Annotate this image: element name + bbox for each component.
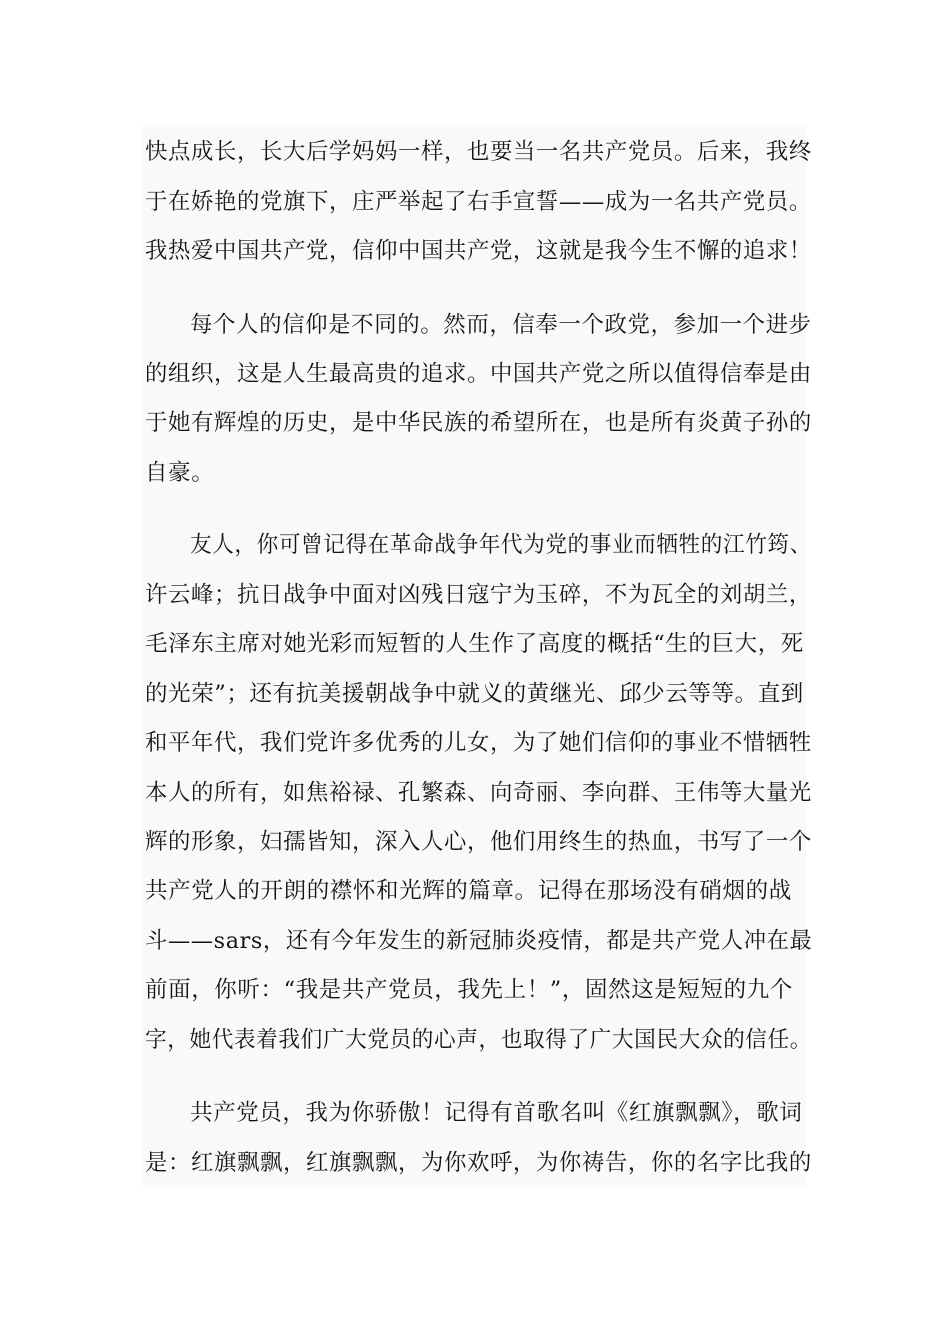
paragraph-line: 毛泽东主席对她光彩而短暂的人生作了高度的概括“生的巨大，死 bbox=[145, 631, 804, 657]
paragraph-line: 共产党人的开朗的襟怀和光辉的篇章。记得在那场没有硝烟的战 bbox=[145, 878, 792, 904]
paragraph-line: 自豪。 bbox=[145, 460, 215, 486]
paragraph-line: 于在娇艳的党旗下，庄严举起了右手宣誓——成为一名共产党员。 bbox=[145, 189, 812, 215]
paragraph-line: 和平年代，我们党许多优秀的儿女，为了她们信仰的事业不惜牺牲 bbox=[145, 730, 812, 756]
paragraph-line: 许云峰；抗日战争中面对凶残日寇宁为玉碎，不为瓦全的刘胡兰， bbox=[145, 582, 812, 608]
paragraph-line: 是：红旗飘飘，红旗飘飘，为你欢呼，为你祷告，你的名字比我的 bbox=[145, 1150, 812, 1176]
paragraph-line: 的组织，这是人生最高贵的追求。中国共产党之所以值得信奉是由 bbox=[145, 361, 812, 387]
paragraph-line: 本人的所有，如焦裕禄、孔繁森、向奇丽、李向群、王伟等大量光 bbox=[145, 780, 812, 806]
paragraph-line: 每个人的信仰是不同的。然而，信奉一个政党，参加一个进步 bbox=[190, 312, 812, 338]
paragraph-line: 共产党员，我为你骄傲！记得有首歌名叫《红旗飘飘》，歌词 bbox=[190, 1100, 803, 1126]
paragraph-line: 斗——sars，还有今年发生的新冠肺炎疫情，都是共产党人冲在最 bbox=[145, 928, 813, 954]
paragraph-line: 于她有辉煌的历史，是中华民族的希望所在，也是所有炎黄子孙的 bbox=[145, 410, 812, 436]
paragraph-line: 的光荣”；还有抗美援朝战争中就义的黄继光、邱少云等等。直到 bbox=[145, 681, 804, 707]
paragraph-line: 字，她代表着我们广大党员的心声，也取得了广大国民大众的信任。 bbox=[145, 1027, 813, 1053]
paragraph-line: 快点成长，长大后学妈妈一样，也要当一名共产党员。后来，我终 bbox=[145, 139, 812, 165]
paragraph-line: 我热爱中国共产党，信仰中国共产党，这就是我今生不懈的追求！ bbox=[145, 238, 812, 264]
paragraph-line: 友人，你可曾记得在革命战争年代为党的事业而牺牲的江竹筠、 bbox=[190, 532, 812, 558]
paragraph-line: 前面，你听：“我是共产党员，我先上！”，固然这是短短的九个 bbox=[145, 977, 793, 1003]
paragraph-line: 辉的形象，妇孺皆知，深入人心，他们用终生的热血，书写了一个 bbox=[145, 829, 812, 855]
